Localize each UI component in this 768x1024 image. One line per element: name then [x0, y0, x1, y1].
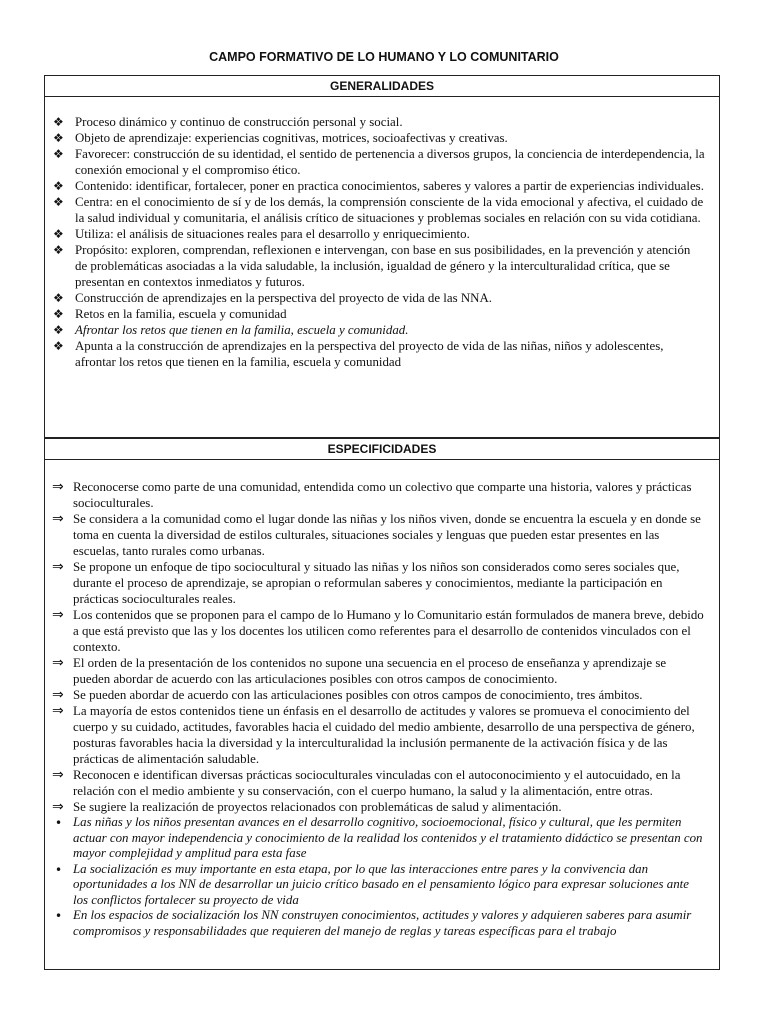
list-item — [45, 607, 719, 655]
diamond-bullet-icon: ❖ — [53, 179, 64, 193]
item-text: Favorecer: construcción de su identidad, el sentido de pertenencia a diversos grupos, la conciencia de interdependencia, la conexión emocional y el compromiso ético. — [75, 147, 705, 177]
arrow-bullet-icon: ⇒ — [52, 799, 64, 815]
item-text: El orden de la presentación de los contenidos no supone una secuencia en el proceso de enseñanza y aprendizaje se pueden abordar de acuerdo con las articulaciones posibles con otros campos de conocimiento. — [73, 656, 667, 686]
item-text: Construcción de aprendizajes en la perspectiva del proyecto de vida de las NNA. — [75, 291, 493, 305]
list-item — [45, 559, 719, 607]
list-item — [45, 479, 719, 511]
list-item — [45, 338, 719, 370]
arrow-bullet-icon: ⇒ — [52, 703, 64, 719]
list-item — [45, 114, 719, 130]
dot-bullet-icon: • — [55, 909, 63, 923]
list-item — [45, 655, 719, 687]
item-text: Reconocerse como parte de una comunidad, entendida como un colectivo que comparte una historia, valores y prácticas socioculturales. — [73, 480, 692, 510]
list-item — [45, 908, 719, 939]
list-item — [45, 815, 719, 862]
arrow-bullet-icon: ⇒ — [52, 511, 64, 527]
diamond-bullet-icon: ❖ — [53, 115, 64, 129]
list-item — [45, 306, 719, 322]
item-text: Objeto de aprendizaje: experiencias cognitivas, motrices, socioafectivas y creativas. — [75, 131, 508, 145]
item-text: Se sugiere la realización de proyectos relacionados con problemáticas de salud y alimentación. — [73, 800, 562, 814]
diamond-bullet-icon: ❖ — [53, 243, 64, 257]
diamond-bullet-icon: ❖ — [53, 323, 64, 337]
diamond-bullet-icon: ❖ — [53, 227, 64, 241]
item-text: Reconocen e identifican diversas prácticas socioculturales vinculadas con el autoconocimiento y el autocuidado, en la relación con el medio ambiente y su conservación, con el cuerpo humano, la salud y la alimentación, entre otras. — [73, 768, 681, 798]
list-item — [45, 767, 719, 799]
list-item — [45, 130, 719, 146]
item-text: Proceso dinámico y continuo de construcción personal y social. — [75, 115, 403, 129]
generalidades-section — [44, 75, 720, 438]
list-item — [45, 242, 719, 290]
dot-bullet-icon: • — [55, 816, 63, 830]
list-item — [45, 799, 719, 815]
item-text: Apunta a la construcción de aprendizajes en la perspectiva del proyecto de vida de las niñas, niños y adolescentes, afrontar los retos que tienen en la familia, escuela y comunidad — [75, 339, 664, 369]
list-item — [45, 322, 719, 338]
document-title: CAMPO FORMATIVO DE LO HUMANO Y LO COMUNITARIO — [209, 50, 559, 64]
diamond-bullet-icon: ❖ — [53, 131, 64, 145]
list-item — [45, 146, 719, 178]
diamond-bullet-icon: ❖ — [53, 195, 64, 209]
item-text: Se considera a la comunidad como el lugar donde las niñas y los niños viven, donde se encuentra la escuela y en donde se toma en cuenta la diversidad de estilos culturales, situaciones sociales y lenguas que pueden estar presentes en las escuelas, tanto rurales como urbanas. — [73, 512, 701, 558]
item-text: La mayoría de estos contenidos tiene un énfasis en el desarrollo de actitudes y valores se promueva el conocimiento del cuerpo y su cuidado, actitudes, favorables hacia el cuidado del medio ambiente, desarrollo de una perspectiva de género, posturas favorables hacia la diversidad y la interculturalidad la inclusión permanente de la activación física y de las prácticas de alimentación saludable. — [73, 704, 695, 766]
list-item — [45, 703, 719, 767]
diamond-bullet-icon: ❖ — [53, 339, 64, 353]
item-text: Se propone un enfoque de tipo sociocultural y situado las niñas y los niños son considerados como seres sociales que, durante el proceso de aprendizaje, se apropian o reformulan saberes y conocimientos, mediante la participación en prácticas socioculturales reales. — [73, 560, 680, 606]
diamond-bullet-icon: ❖ — [53, 291, 64, 305]
diamond-bullet-icon: ❖ — [53, 147, 64, 161]
especificidades-heading: ESPECIFICIDADES — [45, 438, 719, 460]
arrow-bullet-icon: ⇒ — [52, 655, 64, 671]
especificidades-section — [44, 438, 720, 970]
item-text: Propósito: exploren, comprendan, reflexionen e intervengan, con base en sus posibilidades, en la prevención y atención de problemáticas asociadas a la vida saludable, la inclusión, igualdad de género y la interculturalidad crítica, que se presentan en contextos inmediatos y futuros. — [75, 243, 691, 289]
diamond-bullet-icon: ❖ — [53, 307, 64, 321]
list-item — [45, 194, 719, 226]
item-text: Las niñas y los niños presentan avances en el desarrollo cognitivo, socioemocional, físico y cultural, que les permiten actuar con mayor independencia y conocimiento de la realidad los contenidos y el tratamiento didáctico se presentan con mayor complejidad y amplitud para esta fase — [73, 815, 703, 860]
item-text: Utiliza: el análisis de situaciones reales para el desarrollo y enriquecimiento. — [75, 227, 470, 241]
item-text: La socialización es muy importante en esta etapa, por lo que las interacciones entre pares y la convivencia dan oportunidades a los NN de desarrollar un juicio crítico basado en el pensamiento lógico para expresar soluciones ante los conflictos fortalecer su proyecto de vida — [73, 861, 689, 907]
item-text: Los contenidos que se proponen para el campo de lo Humano y lo Comunitario están formulados de manera breve, debido a que está previsto que las y los docentes los utilicen como referentes para el desarrollo de contenidos vinculados con el contexto. — [73, 608, 704, 654]
especificidades-list — [45, 460, 719, 939]
list-item — [45, 226, 719, 242]
arrow-bullet-icon: ⇒ — [52, 479, 64, 495]
arrow-bullet-icon: ⇒ — [52, 607, 64, 623]
list-item — [45, 511, 719, 559]
dot-bullet-icon: • — [55, 862, 63, 877]
list-item — [45, 862, 719, 909]
generalidades-heading: GENERALIDADES — [45, 76, 719, 97]
list-item — [45, 290, 719, 306]
list-item — [45, 687, 719, 703]
item-text: Centra: en el conocimiento de sí y de los demás, la comprensión consciente de la vida emocional y afectiva, el cuidado de la salud individual y comunitaria, el análisis crítico de situaciones y problemas sociales en relación con su vida cotidiana. — [75, 195, 704, 225]
arrow-bullet-icon: ⇒ — [52, 687, 64, 703]
item-text: Contenido: identificar, fortalecer, poner en practica conocimientos, saberes y valores a partir de experiencias individuales. — [75, 179, 704, 193]
generalidades-list — [45, 97, 719, 370]
arrow-bullet-icon: ⇒ — [52, 767, 64, 783]
list-item — [45, 178, 719, 194]
item-text: Retos en la familia, escuela y comunidad — [75, 307, 287, 321]
item-text: Afrontar los retos que tienen en la familia, escuela y comunidad. — [75, 323, 409, 337]
item-text: En los espacios de socialización los NN construyen conocimientos, actitudes y valores y adquieren saberes para asumir compromisos y responsabilidades que requieren del manejo de reglas y tareas específicas para el trabajo — [73, 908, 692, 938]
arrow-bullet-icon: ⇒ — [52, 559, 64, 575]
item-text: Se pueden abordar de acuerdo con las articulaciones posibles con otros campos de conocimiento, tres ámbitos. — [73, 688, 643, 702]
